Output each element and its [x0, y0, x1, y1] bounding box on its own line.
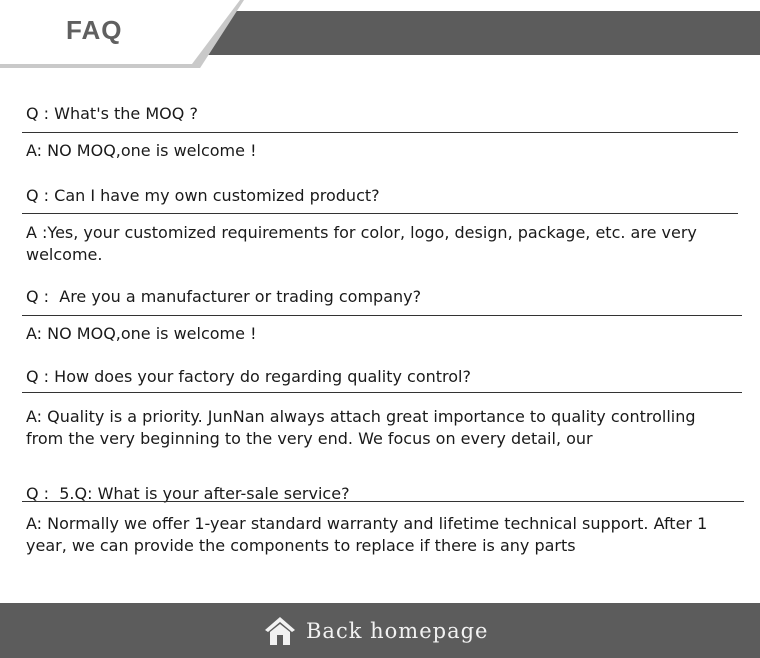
- faq-question: Q : 5.Q: What is your after-sale service?: [26, 484, 350, 503]
- faq-answer: A: NO MOQ,one is welcome !: [26, 141, 257, 160]
- faq-question: Q : Are you a manufacturer or trading company?: [26, 287, 422, 306]
- faq-answer: A: Quality is a priority. JunNan always attach great importance to quality controlling from the very beginning to the very end. We focus on every detail, our: [26, 407, 696, 448]
- back-homepage-content[interactable]: [264, 615, 488, 647]
- divider: [22, 213, 738, 214]
- back-homepage-button[interactable]: [0, 603, 760, 658]
- header-bar: [196, 11, 760, 55]
- home-icon: [264, 615, 296, 647]
- faq-answer: A :Yes, your customized requirements for color, logo, design, package, etc. are very welcome.: [26, 223, 697, 264]
- back-homepage-label: Back homepage: [306, 619, 489, 643]
- faq-answer: A: NO MOQ,one is welcome !: [26, 324, 257, 343]
- faq-question: Q : What's the MOQ ?: [26, 104, 198, 123]
- header: [0, 0, 760, 70]
- divider: [22, 132, 738, 133]
- divider: [22, 501, 744, 502]
- faq-answer: A: Normally we offer 1-year standard warranty and lifetime technical support. After 1 year, we can provide the components to replace if there is any parts: [26, 514, 708, 555]
- divider: [22, 315, 742, 316]
- divider: [22, 392, 742, 393]
- faq-question: Q : How does your factory do regarding quality control?: [26, 367, 471, 386]
- faq-question: Q : Can I have my own customized product?: [26, 186, 380, 205]
- page-title: FAQ: [66, 15, 123, 45]
